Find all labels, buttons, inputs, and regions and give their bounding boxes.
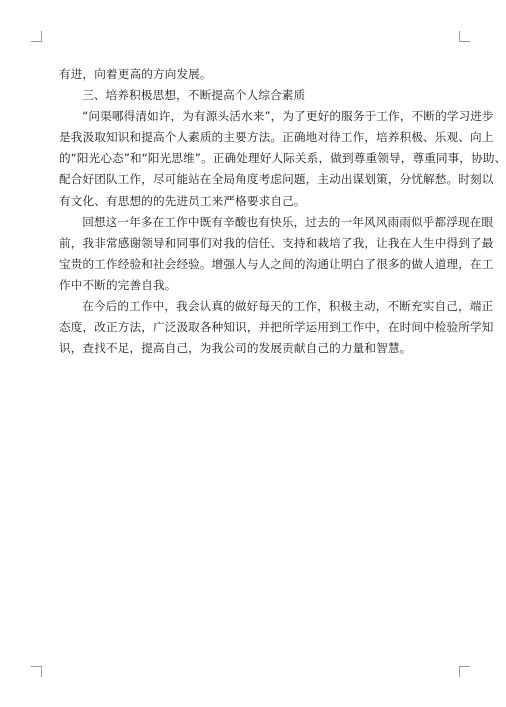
text-line: 在今后的工作中，我会认真的做好每天的工作，积极主动，不断充实自己，端正 [82, 299, 494, 314]
text-line: 作中不断的完善自我。 [59, 277, 177, 292]
text-line: 配合好团队工作，尽可能站在全局角度考虑问题，主动出谋划策，分忧解愁。时刻以 [59, 172, 494, 187]
text-line: 识，查找不足，提高自己，为我公司的发展贡献自己的力量和智慧。 [59, 341, 412, 356]
crop-mark-bottom-left [31, 666, 42, 677]
text-line: 有进，向着更高的方向发展。 [59, 67, 212, 81]
text-line: 有文化、有思想的的先进员工来严格要求自己。 [59, 193, 306, 208]
text-line: 是我汲取知识和提高个人素质的主要方法。正确地对待工作，培养积极、乐观、向上 [59, 130, 494, 145]
section-heading: 三、培养积极思想，不断提高个人综合素质 [82, 88, 306, 103]
text-line: 宝贵的工作经验和社会经验。增强人与人之间的沟通让明白了很多的做人道理，在工 [59, 256, 494, 271]
crop-mark-top-left [31, 31, 42, 42]
text-line: 态度，改正方法，广泛汲取各种知识，并把所学运用到工作中，在时间中检验所学知 [59, 320, 494, 335]
text-line: 的“阳光心态”和“阳光思维”。正确处理好人际关系，做到尊重领导，尊重同事，协助、 [59, 151, 506, 166]
crop-mark-bottom-right [459, 666, 470, 677]
document-body [59, 64, 506, 359]
text-line: 前，我非常感谢领导和同事们对我的信任、支持和栽培了我，让我在人生中得到了最 [59, 235, 494, 250]
text-line: 回想这一年多在工作中既有辛酸也有快乐，过去的一年风风雨雨似乎都浮现在眼 [82, 214, 494, 229]
text-line: “问渠哪得清如许，为有源头活水来”，为了更好的服务于工作，不断的学习进步 [82, 109, 494, 124]
crop-mark-top-right [459, 31, 470, 42]
